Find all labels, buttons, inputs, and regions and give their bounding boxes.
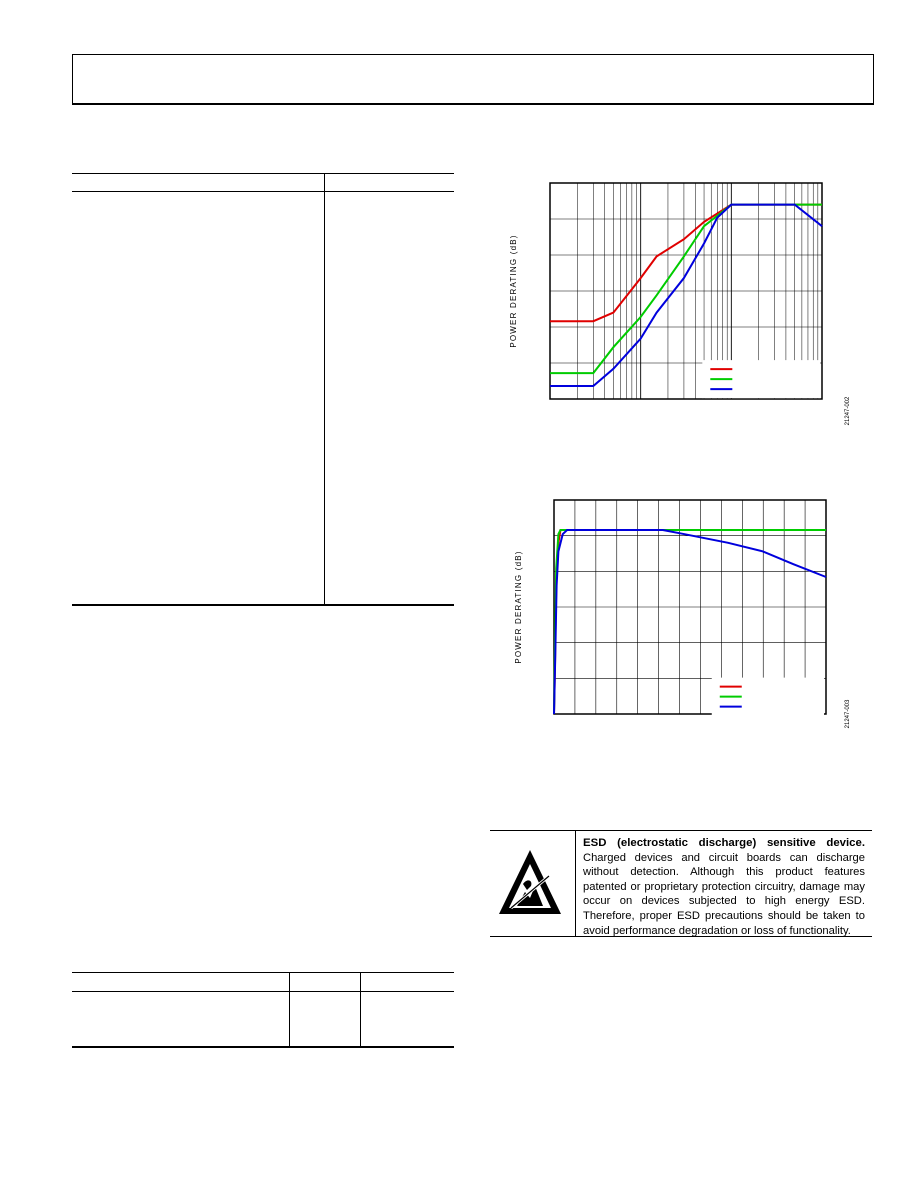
table-top-rule bbox=[72, 173, 454, 174]
figure-id: 21247-002 bbox=[845, 396, 851, 426]
table2-divider-1 bbox=[289, 972, 290, 1047]
table2-header-rule bbox=[72, 991, 454, 992]
legend bbox=[712, 678, 824, 716]
table-header-rule bbox=[72, 191, 454, 192]
table-column-divider bbox=[324, 173, 325, 605]
y-axis-label: POWER DERATING (dB) bbox=[514, 550, 523, 664]
table2-top-rule bbox=[72, 972, 454, 973]
esd-divider bbox=[575, 830, 576, 936]
figure-id: 21247-003 bbox=[845, 699, 851, 729]
table2-divider-2 bbox=[360, 972, 361, 1047]
esd-top-rule bbox=[490, 830, 872, 831]
power-derating-chart-log bbox=[500, 170, 860, 440]
esd-title: ESD (electrostatic discharge) sensitive device. bbox=[583, 837, 865, 849]
esd-body: Charged devices and circuit boards can discharge without detection. Although this product features patented or proprietary protection circuitry, damage may occur on devices subjected to high energy ESD. Therefore, proper ESD precautions should be taken to avoid performance degradation or loss of functionality. bbox=[583, 851, 865, 937]
esd-warning-icon bbox=[497, 848, 563, 918]
legend bbox=[702, 360, 820, 398]
y-axis-label: POWER DERATING (dB) bbox=[509, 234, 518, 348]
page-header-box bbox=[72, 54, 874, 105]
power-derating-chart-linear bbox=[500, 490, 860, 750]
table2-bottom-rule bbox=[72, 1046, 454, 1048]
table-bottom-rule bbox=[72, 604, 454, 606]
esd-text-block bbox=[583, 836, 865, 938]
